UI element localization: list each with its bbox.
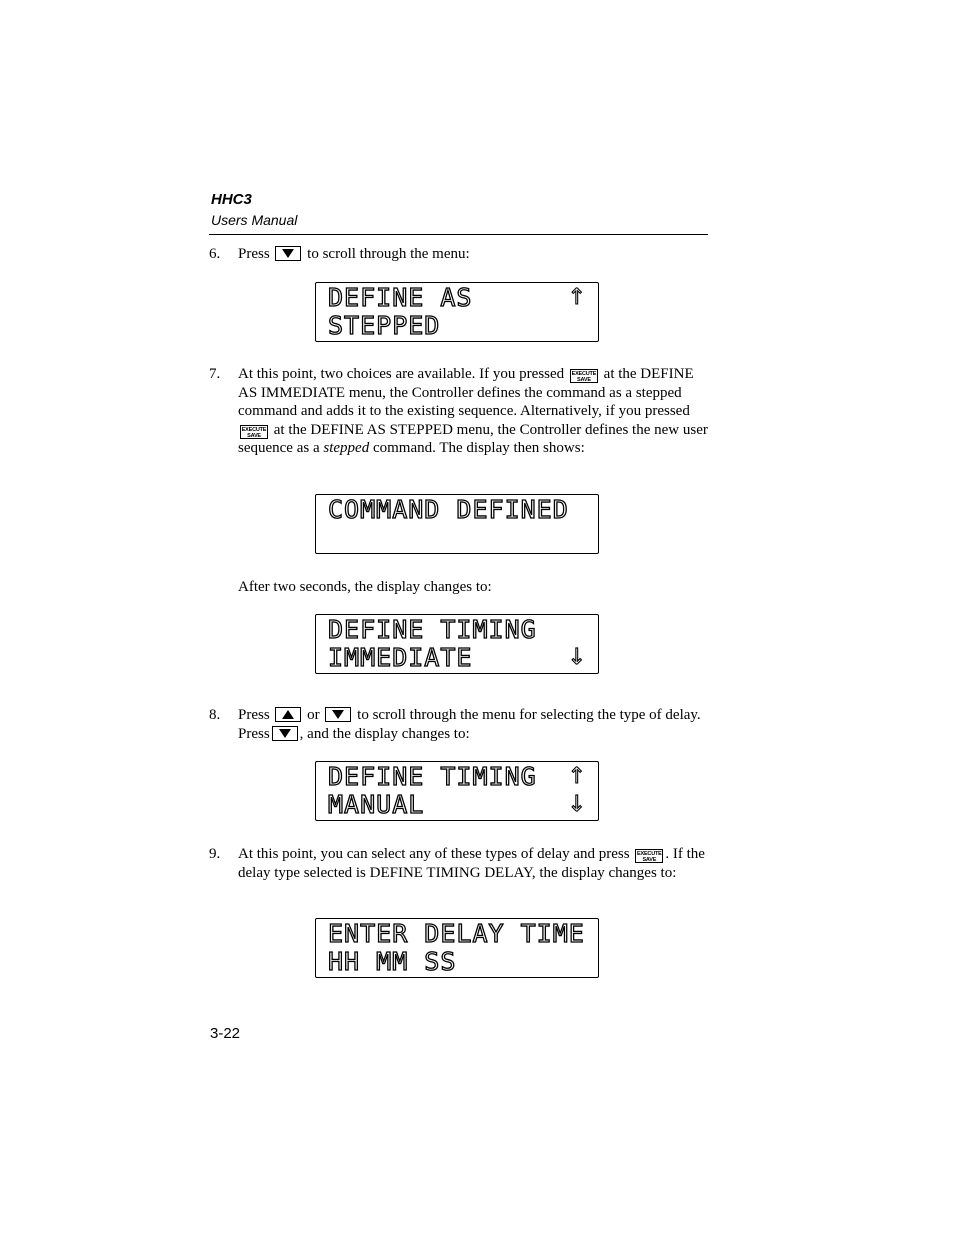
up-key-icon (275, 707, 301, 722)
lcd-line-1: ENTER DELAY TIME (328, 919, 585, 948)
step-9-text-a: At this point, you can select any of these types of delay and press (238, 846, 630, 862)
page-number: 3-22 (210, 1025, 241, 1042)
step-8-text-c: to scroll through the menu for selecting the type of delay. Press (238, 707, 701, 742)
step-8-text-a: Press (238, 707, 270, 723)
step-7-text-d: command. The display then shows: (372, 440, 585, 457)
execute-save-key-icon: EXECUTE SAVE (241, 426, 267, 439)
lcd-display-enter-delay-time (315, 918, 599, 978)
header-rule (209, 234, 708, 235)
step-7-text (238, 365, 708, 458)
lcd-display-define-timing-immediate (315, 614, 599, 674)
lcd-line-2: IMMEDIATE (328, 643, 473, 672)
down-arrow-icon: ↓ (567, 645, 586, 670)
step-6-text (238, 245, 708, 264)
after-two-seconds-text: After two seconds, the display changes to: (238, 579, 492, 595)
step-7-text-c: at the DEFINE AS STEPPED menu, the Controller defines the new user sequence as a (238, 421, 708, 457)
down-arrow-icon: ↓ (567, 792, 586, 817)
step-9-text-b: . If the delay type selected is DEFINE TIMING DELAY, the display changes to: (238, 846, 705, 881)
lcd-line-1: COMMAND DEFINED (328, 495, 569, 524)
step-7-number: 7. (209, 366, 221, 382)
lcd-line-2: HH MM SS (328, 947, 457, 976)
lcd-display-command-defined (315, 494, 599, 554)
down-key-icon (272, 726, 298, 741)
up-arrow-icon: ↑ (567, 764, 586, 789)
lcd-line-1: DEFINE TIMING (328, 615, 537, 644)
step-7-emphasis: stepped (323, 440, 370, 457)
up-arrow-icon: ↑ (567, 285, 586, 310)
step-9-number: 9. (209, 846, 221, 862)
step-8-text (238, 706, 708, 743)
step-6-text-b: to scroll through the menu: (307, 246, 470, 262)
step-8-text-b: or (307, 707, 320, 723)
step-6-number: 6. (209, 246, 221, 262)
down-key-icon (275, 246, 301, 261)
step-6-text-a: Press (238, 246, 270, 262)
lcd-line-1: DEFINE TIMING (328, 762, 537, 791)
down-key-icon (325, 707, 351, 722)
step-8-number: 8. (209, 707, 221, 723)
step-9-text (238, 845, 708, 882)
step-7-text-a: At this point, two choices are available. If you pressed (238, 366, 565, 382)
step-7-text-b: at the DEFINE AS IMMEDIATE menu, the Controller defines the command as a stepped command and adds it to the existing sequence. Alternatively, if you pressed (238, 366, 694, 420)
lcd-display-define-timing-manual (315, 761, 599, 821)
execute-save-key-icon: EXECUTE SAVE (571, 371, 597, 383)
lcd-line-1: DEFINE AS (328, 283, 473, 312)
execute-save-key-icon: EXECUTE SAVE (637, 851, 662, 863)
header-subtitle: Users Manual (211, 212, 298, 228)
lcd-line-2: STEPPED (328, 311, 441, 340)
lcd-display-define-as-stepped (315, 282, 599, 342)
header-title: HHC3 (211, 191, 252, 208)
lcd-line-2: MANUAL (328, 790, 425, 819)
step-8-text-d: , and the display changes to: (299, 725, 470, 742)
